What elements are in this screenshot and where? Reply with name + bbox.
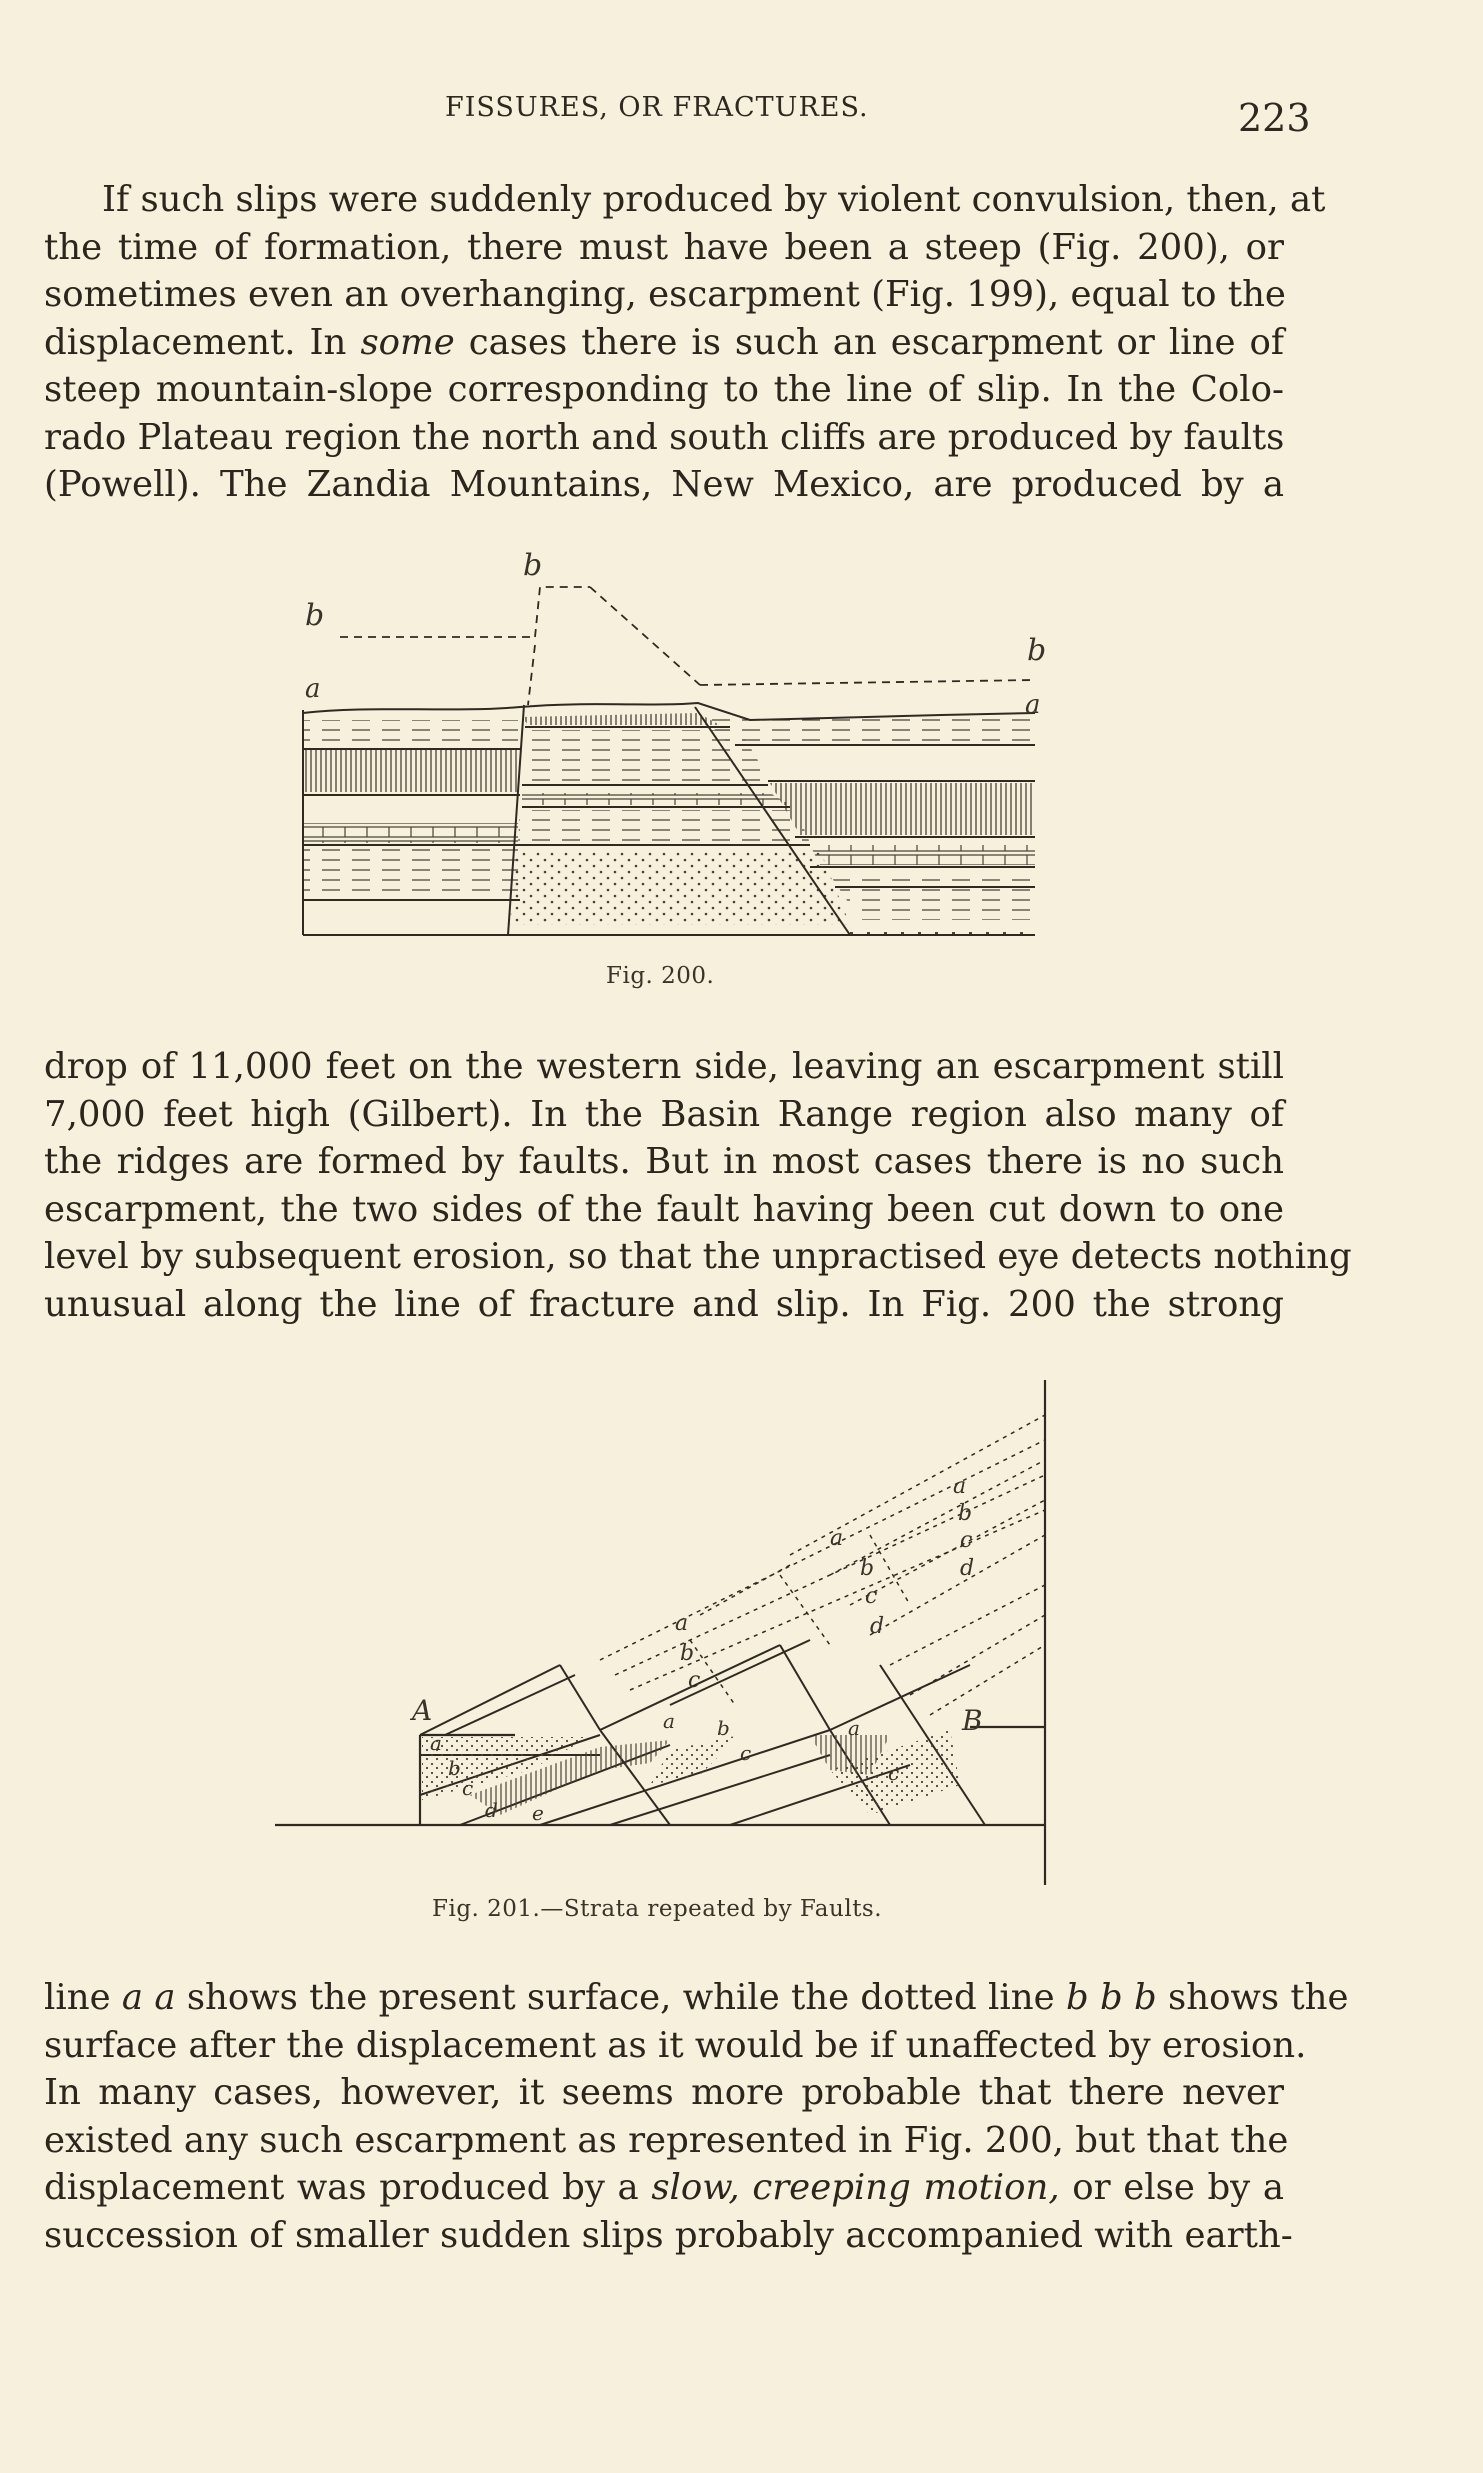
label-upper-d1: d [960, 1556, 975, 1581]
text-segment: shows the present surface, while the dotted line [186, 1977, 1055, 2018]
text-line: existed any such escarpment as represented in Fig. 200, but that the [44, 2119, 1289, 2161]
label-lower-d1: d [485, 1798, 498, 1822]
emphasis-slow-creeping-motion: slow, creeping motion, [651, 2167, 1060, 2208]
text-line: the ridges are formed by faults. But in most cases there is no such [44, 1141, 1284, 1182]
label-a-right: a [1025, 690, 1041, 720]
label-upper-b2: b [860, 1556, 875, 1581]
text-line: 7,000 feet high (Gilbert). In the Basin Range region also many of [44, 1093, 1284, 1135]
text-line: surface after the displacement as it would be if unaffected by erosion. [44, 2024, 1307, 2066]
label-upper-c1: c [960, 1528, 973, 1553]
label-upper-a3: a [675, 1611, 689, 1636]
figure-201-caption: Fig. 201.—Strata repeated by Faults. [432, 1896, 883, 1922]
text-segment: shows the [1167, 1977, 1349, 2018]
left-block-strata [303, 720, 518, 897]
label-upper-c2: c [865, 1584, 878, 1609]
figure-201 [270, 1375, 1060, 1895]
repeated-strata-diagram [270, 1375, 1060, 1895]
label-upper-a2: a [830, 1526, 844, 1551]
label-lower-c2: c [740, 1741, 752, 1765]
text-line: In many cases, however, it seems more probable that there never [44, 2072, 1284, 2113]
paragraph-1 [44, 176, 1326, 509]
label-lower-c3: c [888, 1761, 900, 1785]
text-line: (Powell). The Zandia Mountains, New Mexico, are produced by a [44, 464, 1284, 505]
text-line: If such slips were suddenly produced by violent convulsion, then, at [102, 179, 1326, 220]
text-line: sometimes even an overhanging, escarpment (Fig. 199), equal to the [44, 274, 1286, 315]
label-b-right: b [1027, 633, 1047, 668]
paragraph-3 [44, 1974, 1349, 2259]
text-line: the time of formation, there must have been a steep (Fig. 200), or [44, 226, 1284, 268]
label-lower-a2: a [663, 1709, 675, 1733]
emphasis-some: some [360, 321, 455, 363]
emphasis-a-a: a a [121, 1977, 176, 2018]
restored-strata-lines [600, 1415, 1045, 1715]
label-lower-e1: e [532, 1801, 544, 1825]
page-number: 223 [1238, 96, 1311, 140]
label-b-top: b [523, 548, 543, 583]
label-upper-d2: d [870, 1614, 885, 1639]
text-line-with-emphasis [44, 2164, 1284, 2212]
label-lower-a1: a [430, 1731, 442, 1755]
paragraph-2 [44, 1043, 1352, 1328]
former-surface-lines [340, 587, 1035, 705]
text-line: level by subsequent erosion, so that the unpractised eye detects nothing [44, 1236, 1352, 1277]
label-B: B [962, 1704, 983, 1737]
label-a-left: a [305, 674, 321, 704]
text-line: unusual along the line of fracture and slip. In Fig. 200 the strong [44, 1283, 1284, 1325]
label-lower-c1: c [462, 1776, 474, 1800]
text-segment: or else by a [1072, 2167, 1285, 2208]
text-line: rado Plateau region the north and south cliffs are produced by faults [44, 416, 1285, 458]
text-line: steep mountain-slope corresponding to the line of slip. In the Colo- [44, 369, 1284, 410]
text-line: escarpment, the two sides of the fault having been cut down to one [44, 1188, 1284, 1230]
label-lower-a3: a [848, 1716, 860, 1740]
emphasis-b-b-b: b b b [1065, 1977, 1157, 2018]
label-upper-b1: b [958, 1501, 973, 1526]
figure-200-caption: Fig. 200. [606, 963, 715, 989]
label-lower-b1: b [448, 1756, 461, 1780]
label-b-left: b [305, 598, 325, 633]
figure-200 [290, 545, 1070, 945]
label-upper-c3: c [688, 1668, 701, 1693]
running-title: FISSURES, OR FRACTURES. [445, 92, 869, 123]
text-line-with-emphasis [44, 1974, 1349, 2022]
label-lower-b2: b [717, 1716, 730, 1740]
text-line-with-emphasis [44, 319, 1284, 367]
text-line: succession of smaller sudden slips probably accompanied with earth- [44, 2214, 1293, 2256]
label-upper-a1: a [953, 1474, 967, 1499]
fault-section-diagram [290, 545, 1070, 945]
text-segment: line [44, 1977, 111, 2018]
text-segment: displacement. In [44, 321, 347, 363]
strata-fills [422, 1730, 960, 1815]
label-A: A [412, 1694, 433, 1727]
text-segment: displacement was produced by a [44, 2167, 639, 2208]
text-line: drop of 11,000 feet on the western side, leaving an escarpment still [44, 1046, 1284, 1087]
text-segment: cases there is such an escarpment or line of [468, 321, 1285, 363]
label-upper-b3: b [680, 1641, 695, 1666]
